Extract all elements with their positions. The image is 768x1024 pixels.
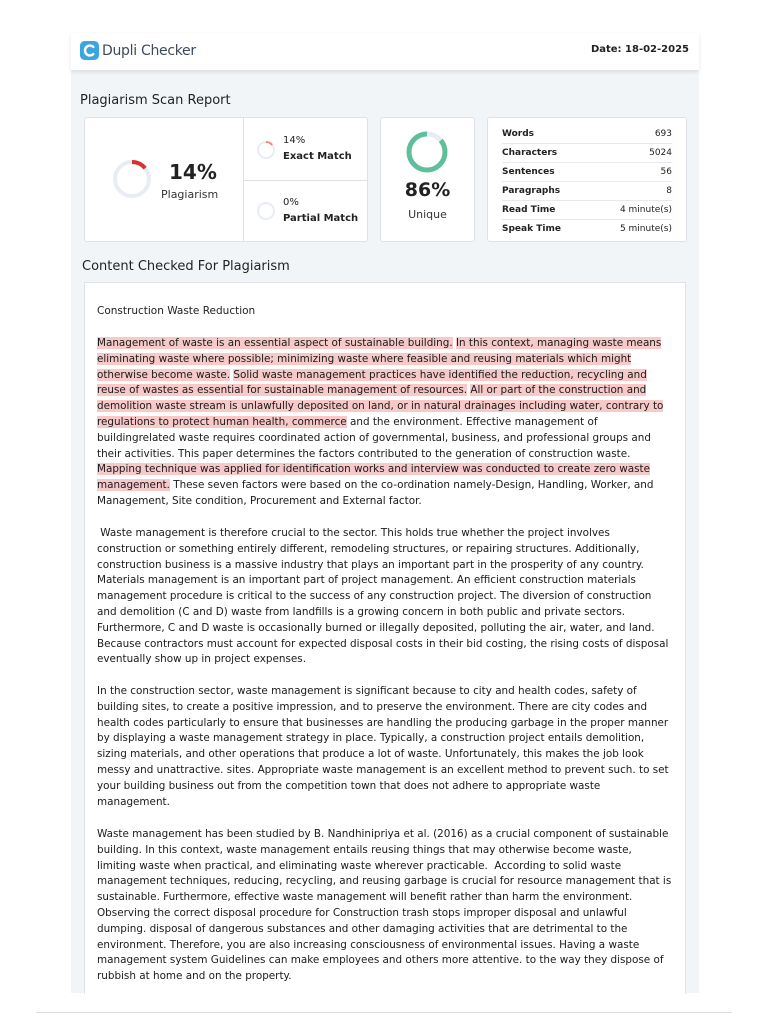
brand-logo bbox=[80, 41, 196, 60]
stat-row-paragraphs bbox=[502, 181, 672, 201]
stat-label: Speak Time bbox=[502, 223, 561, 234]
content-section-title: Content Checked For Plagiarism bbox=[82, 259, 290, 274]
unique-ring-icon bbox=[405, 130, 449, 174]
brand-name: Dupli Checker bbox=[102, 42, 196, 59]
report-date: Date: 18-02-2025 bbox=[590, 44, 689, 55]
plagiarism-ring-icon bbox=[112, 159, 152, 199]
text-segment: In the construction sector, waste management is significant because to city and health codes, safety of building sites, to create a positive impression, and to preserve the environment. There are city codes and health codes particularly to ensure that businesses are handling the producing garbage in the proper manner by displaying a waste management strategy in place. Typically, a construction project entails demolition, sizing materials, and other operations that produce a lot of waste. Unfortunately, this makes the job look messy and unattractive. sites. Appropriate waste management is an excellent method to prevent such. to set your building business out from the competition town that does not adhere to appropriate waste management. bbox=[97, 685, 669, 808]
plagiarism-percent: 14% bbox=[169, 160, 217, 184]
plagiarism-label: Plagiarism bbox=[161, 188, 219, 201]
stat-row-sentences bbox=[502, 162, 672, 182]
text-segment: Waste management has been studied by B. Nandhinipriya et al. (2016) as a crucial component of sustainable building. In this context, waste management entails reusing things that may otherwise become waste, limiting waste when practical, and eliminating waste wherever practicable. According to solid waste management techniques, reducing, recycling, and reusing garbage is crucial for resource management that is sustainable. Furthermore, effective waste management will benefit rather than harm the environment. Observing the correct disposal procedure for Construction trash stops improper disposal and unlawful dumping. disposal of dangerous substances and other damaging activities that are detrimental to the environment. Therefore, you are also increasing consciousness of environmental issues. Having a waste management system Guidelines can make employees and others more attentive. to the way they dispose of rubbish at home and on the property. bbox=[97, 828, 672, 983]
stat-value: 5 minute(s) bbox=[619, 223, 672, 234]
report-header bbox=[71, 33, 699, 70]
stat-row-read-time bbox=[502, 200, 672, 220]
unique-percent: 86% bbox=[404, 179, 451, 201]
checked-content-card bbox=[84, 282, 686, 994]
partial-match-label: Partial Match bbox=[283, 213, 359, 224]
content-paragraph bbox=[97, 336, 673, 510]
partial-match-ring-icon bbox=[256, 201, 276, 221]
plagiarized-segment: In this context, managing waste means eliminating waste where possible; minimizing waste where feasible and reusing materials which might otherwise become waste. bbox=[97, 337, 662, 381]
stat-label: Words bbox=[502, 128, 535, 139]
plagiarized-segment: Mapping technique was applied for identification works and interview was conducted to create zero waste management. bbox=[97, 463, 651, 492]
stat-label: Read Time bbox=[502, 204, 556, 215]
stat-row-speak-time bbox=[502, 219, 672, 238]
plagiarized-segment: Management of waste is an essential aspect of sustainable building. bbox=[97, 337, 453, 349]
card-divider bbox=[243, 180, 367, 181]
stat-value: 8 bbox=[666, 185, 672, 196]
document-title: Construction Waste Reduction bbox=[97, 305, 256, 317]
unique-label: Unique bbox=[408, 208, 447, 221]
text-segment: and the environment. Effective management of buildingrelated waste requires coordinated action of governmental, business, and professional groups and their activities. This paper determines the factors contributed to the generation of construction waste. bbox=[97, 415, 651, 460]
text-segment: Waste management is therefore crucial to the sector. This holds true whether the project involves construction or something entirely different, remodeling structures, or repairing structures. Additionally, construction business is a massive industry that plays an important part in the prosperity of any country. Materials management is an important part of project management. An efficient construction materials management procedure is critical to the success of any construction project. The diversion of construction and demolition (C and D) waste from landfills is a growing concern in both public and private sectors. Furthermore, C and D waste is occasionally burned or illegally deposited, polluting the air, water, and land. Because contractors must account for expected disposal costs in their bid costing, the rising costs of disposal eventually show up in project expenses. bbox=[97, 527, 669, 666]
plagiarism-summary-card bbox=[84, 117, 368, 242]
stat-row-characters bbox=[502, 143, 672, 163]
stat-value: 5024 bbox=[649, 147, 672, 158]
content-paragraph bbox=[97, 827, 673, 985]
plagiarized-segment: Solid waste management practices have identified the reduction, recycling and reuse of wastes as essential for sustainable management of resources. bbox=[97, 368, 647, 397]
stat-label: Paragraphs bbox=[502, 185, 561, 196]
stat-value: 693 bbox=[654, 128, 672, 139]
page-footer-rule bbox=[36, 1012, 732, 1013]
stat-value: 56 bbox=[660, 166, 672, 177]
stat-label: Characters bbox=[502, 147, 558, 158]
plagiarized-segment: All or part of the construction and demolition waste stream is unlawfully deposited on land, or in natural drainages including water, contrary to regulations to protect human health, commerce bbox=[97, 384, 664, 428]
partial-match-percent: 0% bbox=[283, 197, 299, 208]
unique-summary-card bbox=[380, 117, 475, 242]
document-stats-card bbox=[487, 117, 687, 242]
text-segment: These seven factors were based on the co-ordination namely-Design, Handling, Worker, and Management, Site condition, Procurement and External factor. bbox=[97, 479, 654, 507]
exact-match-label: Exact Match bbox=[283, 151, 352, 162]
stat-value: 4 minute(s) bbox=[619, 204, 672, 215]
report-title: Plagiarism Scan Report bbox=[80, 93, 231, 108]
stat-row-words bbox=[502, 124, 672, 144]
stat-label: Sentences bbox=[502, 166, 555, 177]
content-paragraph bbox=[97, 684, 673, 810]
dupli-checker-logo-icon bbox=[80, 41, 99, 60]
exact-match-percent: 14% bbox=[283, 135, 306, 146]
exact-match-ring-icon bbox=[256, 140, 276, 160]
content-paragraph bbox=[97, 526, 673, 668]
